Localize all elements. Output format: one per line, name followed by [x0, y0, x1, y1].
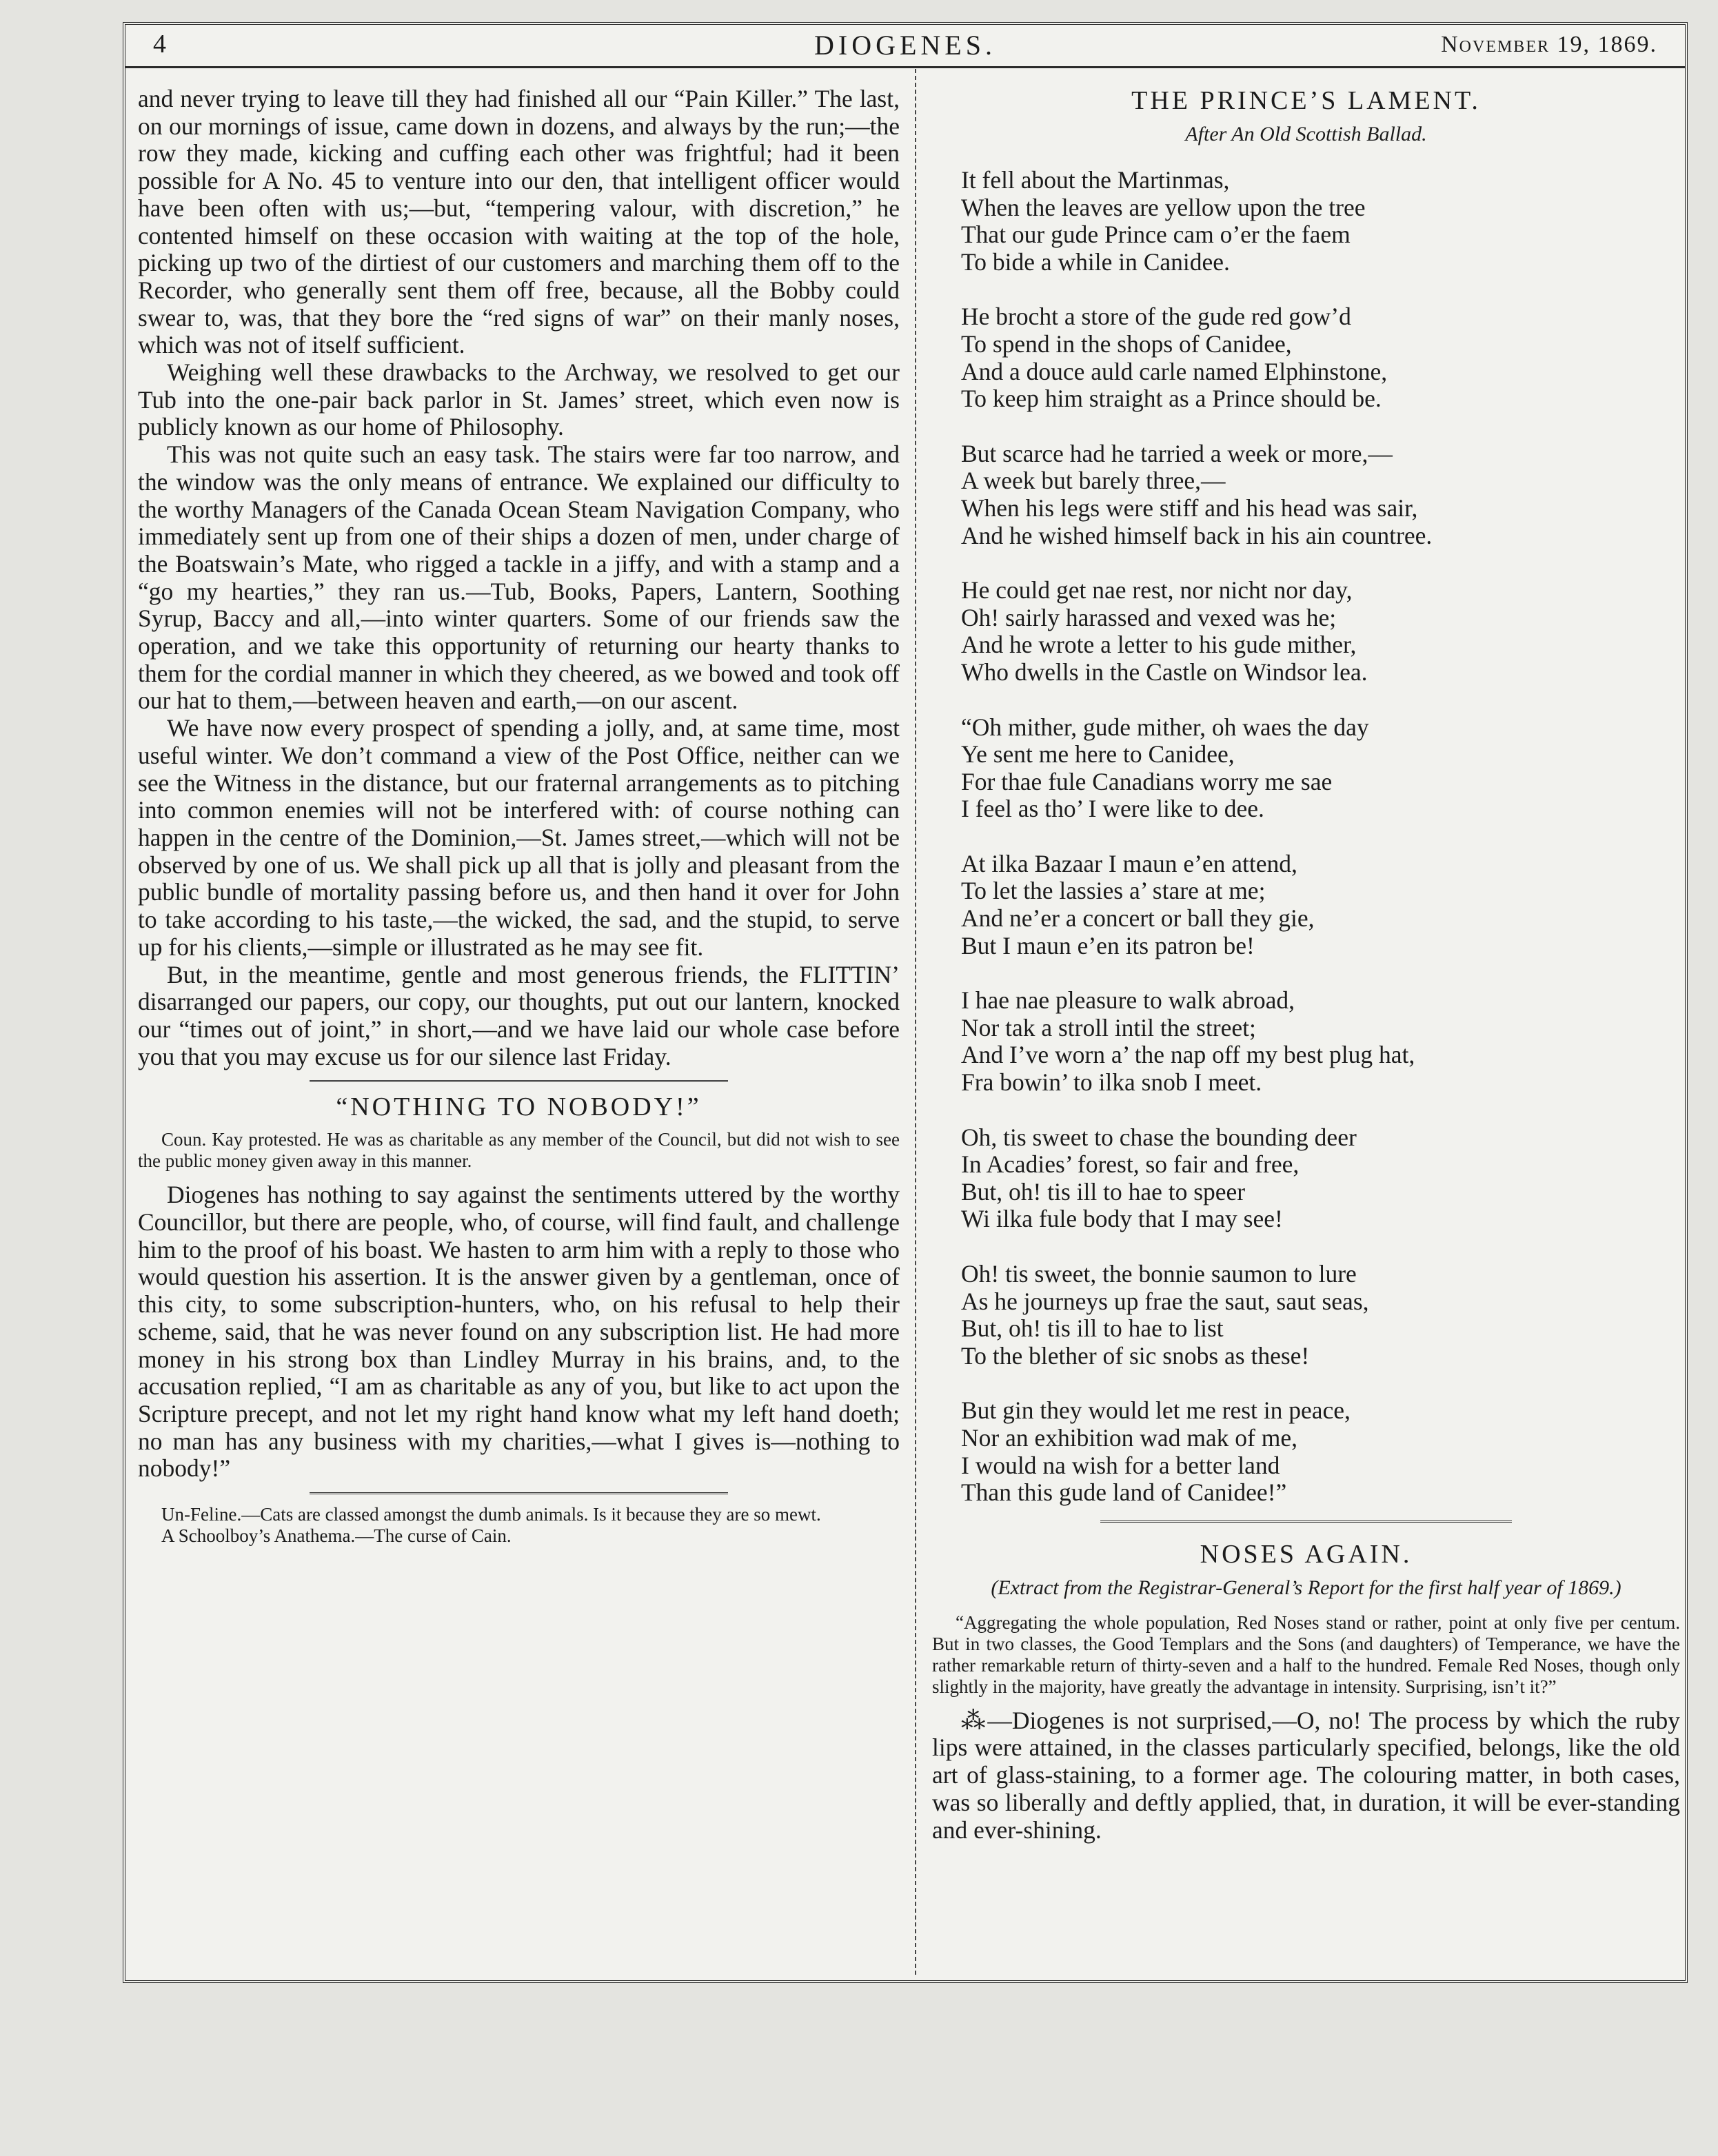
noses-extract-note: (Extract from the Registrar-General’s Report for the first half year of 1869.)	[991, 1576, 1621, 1599]
poem-line: As he journeys up frae the saut, saut seas,	[961, 1287, 1369, 1315]
poem-stanza	[961, 440, 1680, 549]
poem-line: A week but barely three,—	[961, 467, 1226, 495]
poem-line: In Acadies’ forest, so fair and free,	[961, 1150, 1300, 1179]
poem-line: But scarce had he tarried a week or more,—	[961, 439, 1393, 467]
poem-line: Than this gude land of Canidee!”	[961, 1478, 1287, 1507]
poem-line: And a douce auld carle named Elphinstone,	[961, 357, 1388, 385]
poem-line: He brocht a store of the gude red gow’d	[961, 303, 1351, 331]
noses-body	[932, 1707, 1680, 1844]
article-paragraph: We have now every prospect of spending a jolly, and, at same time, most useful winter. We don’t command a view of the Post Office, neither can we see the Witness in the distance, but our fraternal arrangements as to pitching into common enemies will not be interfered with: of course nothing can happen in the centre of the Dominion,—St. James street,—which will not be observed by one of us. We shall pick up all that is jolly and pleasant from the public bundle of mortality passing before us, and then hand it over for John to take according to his taste,—the wicked, the sad, and the stupid, to serve up for his clients,—simple or illustrated as he may see fit.	[138, 714, 900, 961]
poem-line: Wi ilka fule body that I may see!	[961, 1205, 1283, 1233]
poem-line: To keep him straight as a Prince should be.	[961, 385, 1382, 413]
poem-line: Ye sent me here to Canidee,	[961, 740, 1235, 769]
poem-line: To let the lassies a’ stare at me;	[961, 877, 1266, 905]
poem-line: When the leaves are yellow upon the tree	[961, 193, 1366, 221]
council-quote	[138, 1129, 900, 1172]
nothing-to-nobody-body: Diogenes has nothing to say against the sentiments uttered by the worthy Councillor, but there are people, who, of course, will find fault, and challenge him to the proof of his boast. We hasten to arm him with a reply to those who would question his assertion. It is the answer given by a gentleman, once of this city, to some subscription-hunters, who, on his refusal to help their scheme, said, that he was never found on any subscription list. He had more money in his strong box than Lindley Murray in his brains, and, to the accusation replied, “I am as charitable as any of you, but like to act upon the Scripture precept, and not let my right hand know what my left hand doeth; no man has any business with my charities,—what I gives is—nothing to nobody!”	[138, 1181, 900, 1483]
poem-stanza	[961, 577, 1680, 686]
poem-line: Nor tak a stroll intil the street;	[961, 1013, 1256, 1041]
poem-line: Oh! tis sweet, the bonnie saumon to lure	[961, 1260, 1357, 1288]
poem-stanza	[961, 851, 1680, 959]
masthead-title: DIOGENES.	[814, 30, 996, 61]
registrar-quote	[932, 1612, 1680, 1698]
article-paragraph: Weighing well these drawbacks to the Archway, we resolved to get our Tub into the one-pair back parlor in St. James’ street, which even now is publicly known as our home of Philosophy.	[138, 358, 900, 441]
poem-line: To spend in the shops of Canidee,	[961, 329, 1292, 358]
issue-date: November 19, 1869.	[1441, 32, 1657, 57]
article-paragraph: and never trying to leave till they had finished all our “Pain Killer.” The last, on our mornings of issue, came down in dozens, and always by the run;—the row they made, kicking and cuffing each other was frightful; had it been possible for A No. 45 to venture into our den, that intelligent officer would have been often with us;—but, “tempering valour, with discretion,” he contented himself on these occasion with waiting at the top of the hole, picking up two of the dirtiest of our customers and marching them off to the Recorder, who generally sent them off free, because, all the Bobby could swear to, was, that they bore the “red signs of war” on their manly noses, which was not of itself sufficient.	[138, 85, 900, 359]
poem-line: And ne’er a concert or ball they gie,	[961, 904, 1315, 933]
joke-un-feline: Un-Feline.—Cats are classed amongst the dumb animals. Is it because they are so mewt.	[161, 1504, 821, 1525]
poem-title: THE PRINCE’S LAMENT.	[1131, 86, 1481, 115]
right-column	[932, 85, 1680, 1973]
page-header	[125, 25, 1685, 68]
poem-line: But gin they would let me rest in peace,	[961, 1396, 1351, 1425]
poem-line: Oh, tis sweet to chase the bounding deer	[961, 1123, 1357, 1151]
joke-schoolboy: A Schoolboy’s Anathema.—The curse of Cain.	[161, 1525, 512, 1547]
noses-body-text: ⁂—Diogenes is not surprised,—O, no! The process by which the ruby lips were attained, in the classes particularly specified, belongs, like the old art of glass-staining, to a former age. The colouring matter, in both cases, was so liberally and deftly applied, that, in duration, it will be ever-standing and ever-shining.	[932, 1706, 1680, 1844]
poem-line: Oh! sairly harassed and vexed was he;	[961, 603, 1337, 631]
poem-line: For thae fule Canadians worry me sae	[961, 767, 1333, 795]
poem-princes-lament	[932, 85, 1680, 1507]
registrar-quote-text: “Aggregating the whole population, Red Noses stand or rather, point at only five per centum. But in two classes, the Good Templars and the Sons (and daughters) of Temperance, we have the rather remarkable return of thirty-seven and a half to the hundred. Female Red Noses, though only slightly in the majority, have greatly the advantage in intensity. Surprising, isn’t it?”	[932, 1611, 1680, 1697]
poem-stanza	[961, 714, 1680, 823]
poem-line: It fell about the Martinmas,	[961, 166, 1230, 194]
newspaper-page	[123, 22, 1688, 1983]
poem-line: And he wrote a letter to his gude mither,	[961, 631, 1357, 659]
nothing-to-nobody-title: “NOTHING TO NOBODY!”	[336, 1092, 702, 1122]
poem-stanza	[961, 1261, 1680, 1370]
section-rule	[310, 1492, 729, 1494]
poem-stanza	[961, 167, 1680, 276]
left-column	[138, 85, 900, 1973]
poem-subtitle: After An Old Scottish Ballad.	[1185, 123, 1427, 145]
poem-line: I hae nae pleasure to walk abroad,	[961, 986, 1295, 1015]
article-paragraph: This was not quite such an easy task. The stairs were far too narrow, and the window was the only means of entrance. We explained our difficulty to the worthy Managers of the Canada Ocean Steam Navigation Company, who immediately sent up from one of their ships a dozen of men, under charge of the Boatswain’s Mate, who rigged a tackle in a jiffy, and with a stamp and a “go my hearties,” they ran us.—Tub, Books, Papers, Lantern, Soothing Syrup, Baccy and all,—into winter quarters. Some of our friends saw the operation, and we take this opportunity of returning our hearty thanks to them for the cordial manner in which they cheered, as we bowed and took off our hat to them,—between heaven and earth,—on our ascent.	[138, 440, 900, 715]
section-rule	[1100, 1521, 1512, 1523]
council-quote-text: Coun. Kay protested. He was as charitable as any member of the Council, but did not wish to see the public money given away in this manner.	[138, 1129, 900, 1172]
page-number: 4	[153, 30, 166, 59]
poem-stanza	[961, 1397, 1680, 1506]
column-divider	[915, 69, 916, 1975]
poem-line: But, oh! tis ill to hae to speer	[961, 1177, 1246, 1206]
poem-line: When his legs were stiff and his head was sair,	[961, 494, 1418, 522]
poem-line: He could get nae rest, nor nicht nor day,	[961, 576, 1353, 604]
poem-line: And I’ve worn a’ the nap off my best plug hat,	[961, 1041, 1415, 1069]
poem-line: And he wished himself back in his ain countree.	[961, 521, 1433, 549]
poem-stanza	[961, 303, 1680, 412]
article-paragraph: But, in the meantime, gentle and most generous friends, the FLITTIN’ disarranged our papers, our copy, our thoughts, put out our lantern, knocked our “times out of joint,” in short,—and we have laid our whole case before you that you may excuse us for our silence last Friday.	[138, 960, 900, 1070]
noses-again-title: NOSES AGAIN.	[1200, 1539, 1413, 1569]
poem-line: I would na wish for a better land	[961, 1451, 1280, 1479]
poem-line: Who dwells in the Castle on Windsor lea.	[961, 658, 1368, 686]
poem-stanza	[961, 1124, 1680, 1233]
poem-line: At ilka Bazaar I maun e’en attend,	[961, 849, 1297, 877]
poem-line: That our gude Prince cam o’er the faem	[961, 221, 1351, 249]
section-rule	[310, 1080, 729, 1082]
jokes	[138, 1504, 900, 1547]
poem-line: To bide a while in Canidee.	[961, 247, 1230, 276]
poem-line: To the blether of sic snobs as these!	[961, 1341, 1310, 1370]
poem-line: I feel as tho’ I were like to dee.	[961, 795, 1264, 823]
poem-line: “Oh mither, gude mither, oh waes the day	[961, 713, 1369, 741]
poem-line: But, oh! tis ill to hae to list	[961, 1314, 1224, 1343]
poem-stanza	[961, 987, 1680, 1096]
poem-line: Nor an exhibition wad mak of me,	[961, 1423, 1298, 1452]
poem-line: But I maun e’en its patron be!	[961, 931, 1255, 959]
poem-line: Fra bowin’ to ilka snob I meet.	[961, 1068, 1262, 1097]
